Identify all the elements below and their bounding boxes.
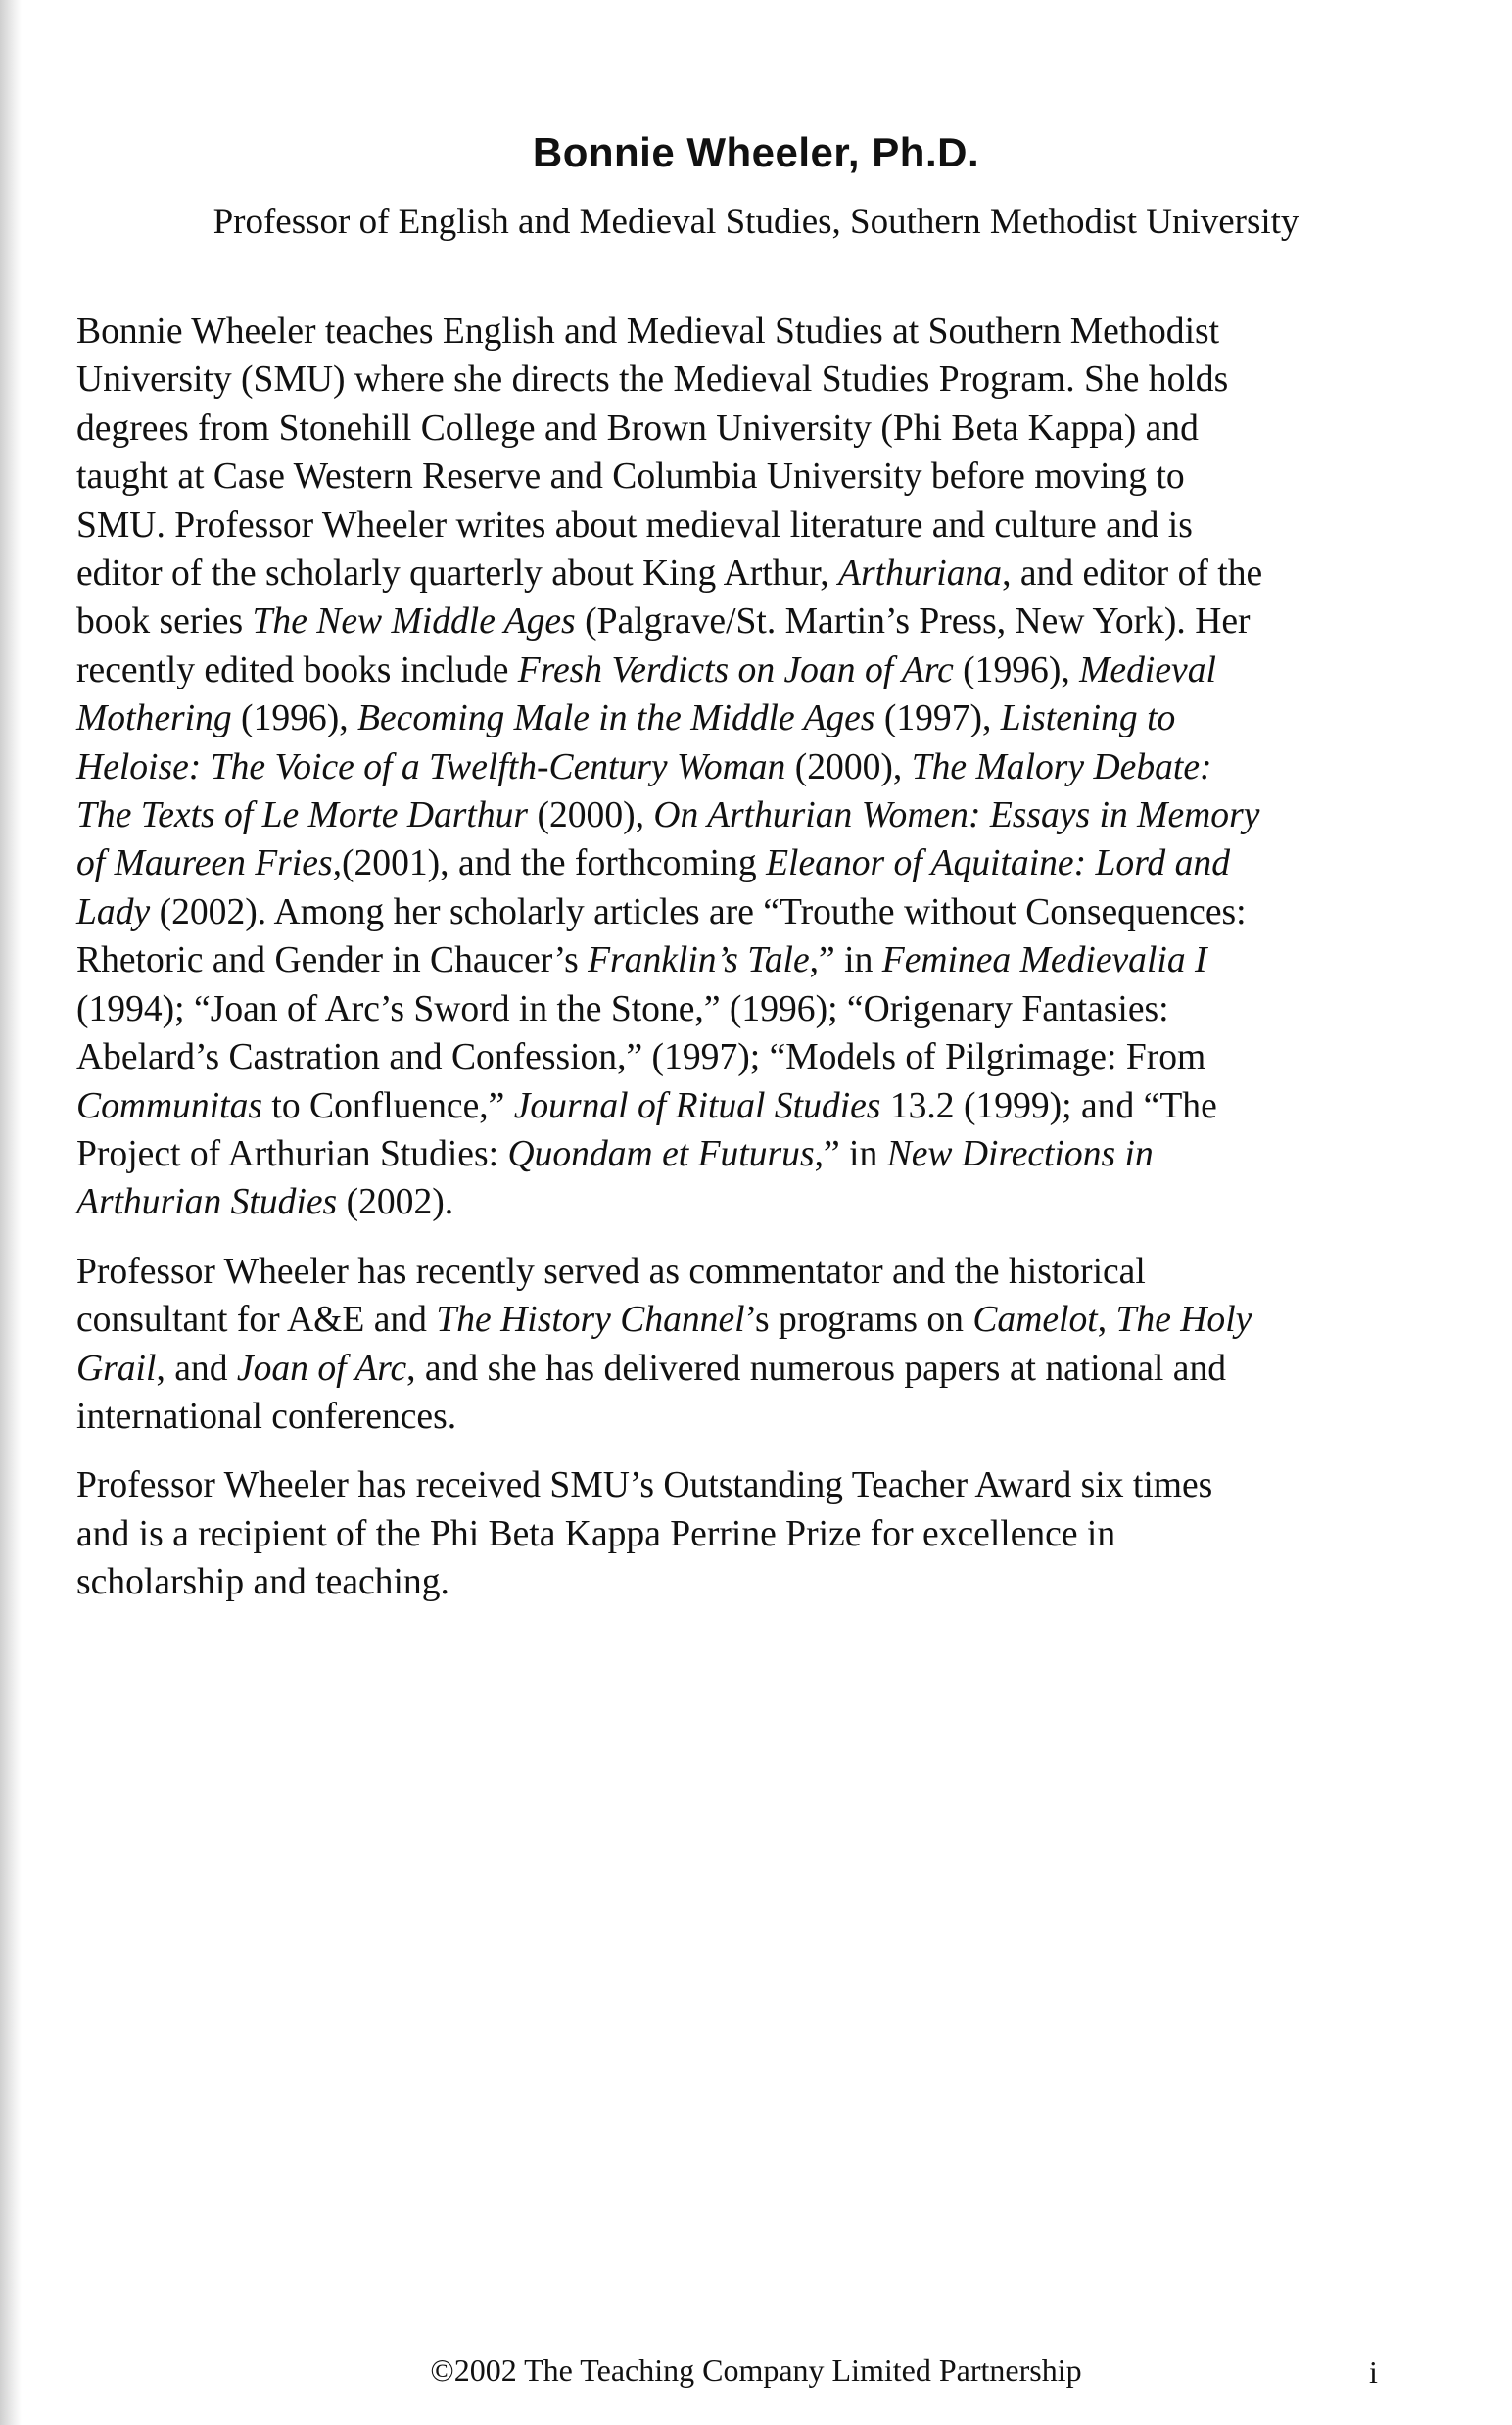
text-run: , [1097,1300,1116,1341]
italic-title: Fresh Verdicts on Joan of Arc [517,649,954,690]
italic-title: Journal of Ritual Studies [513,1085,881,1126]
italic-title: Mothering [76,698,232,739]
italic-title: The Malory Debate: [911,746,1212,787]
italic-title: Camelot [972,1300,1098,1341]
italic-title: Arthurian Studies [76,1182,338,1223]
text-line [76,501,1398,549]
text-line [76,694,1398,742]
text-line [76,1558,1398,1606]
text-line [76,1510,1398,1558]
text-run: recently edited books include [76,649,518,690]
text-line [76,743,1398,791]
text-run: book series [76,601,253,642]
italic-title: The Holy [1115,1300,1252,1341]
italic-title: of Maureen Fries, [76,843,342,884]
italic-title: Arthuriana [838,553,1003,594]
text-run: (1997), [874,698,1001,739]
text-line [76,839,1398,887]
text-line [76,1393,1398,1441]
text-line [76,985,1398,1033]
text-run: , and editor of the [1002,553,1263,594]
biography-body [76,308,1398,1628]
text-run: (2002). [337,1182,454,1223]
text-run: (2002). Among her scholarly articles are “Trouthe without Consequences: [150,891,1247,932]
bio-paragraph [76,308,1398,1227]
italic-title: Joan of Arc [236,1348,407,1389]
page-number: i [1369,2354,1378,2390]
text-line [76,646,1398,694]
italic-title: Franklin’s Tale [588,940,810,981]
italic-title: Eleanor of Aquitaine: Lord and [766,843,1230,884]
text-run: taught at Case Western Reserve and Columbia University before moving to [76,456,1185,498]
text-run: (Palgrave/St. Martin’s Press, New York). Her [575,601,1251,642]
text-line [76,1130,1398,1178]
bio-paragraph [76,1248,1398,1442]
text-line [76,597,1398,645]
italic-title: On Arthurian Women: Essays in Memory [653,795,1260,836]
text-run: Project of Arthurian Studies: [76,1133,508,1174]
text-run: editor of the scholarly quarterly about King Arthur, [76,553,839,594]
italic-title: Quondam et Futurus [507,1133,815,1174]
italic-title: The New Middle Ages [252,601,576,642]
text-run: to Confluence,” [262,1085,514,1126]
text-run: (1996), [953,649,1080,690]
text-run: 13.2 (1999); and “The [880,1085,1217,1126]
text-line [76,1345,1398,1393]
italic-title: Grail [76,1348,157,1389]
italic-title: Lady [76,891,151,932]
text-run: Bonnie Wheeler teaches English and Medieval Studies at Southern Methodist [76,311,1220,352]
bio-paragraph [76,1461,1398,1606]
text-run: , and she has delivered numerous papers at national and [406,1348,1227,1389]
text-run: Rhetoric and Gender in Chaucer’s [76,940,589,981]
text-run: consultant for A&E and [76,1300,437,1341]
text-line [76,356,1398,404]
page-gutter-shadow [0,0,22,2425]
italic-title: Listening to [1000,698,1176,739]
text-line [76,791,1398,839]
page-title: Bonnie Wheeler, Ph.D. [532,129,980,175]
text-run: ,” in [814,1133,887,1174]
text-run: , and [156,1348,237,1389]
italic-title: Heloise: The Voice of a Twelfth-Century Woman [76,746,786,787]
text-run: scholarship and teaching. [76,1562,449,1603]
italic-title: New Directions in [886,1133,1154,1174]
text-line [76,936,1398,984]
text-line [76,452,1398,500]
text-line [76,888,1398,936]
text-run: ’s programs on [744,1300,973,1341]
text-line [76,1248,1398,1296]
italic-title: Feminea Medievalia I [881,940,1207,981]
text-line [76,1296,1398,1344]
text-run: (1996), [231,698,358,739]
text-run: Abelard’s Castration and Confession,” (1997); “Models of Pilgrimage: From [76,1037,1206,1078]
text-run: (2000), [528,795,654,836]
text-run: SMU. Professor Wheeler writes about medieval literature and culture and is [76,504,1193,546]
text-run: ,” in [809,940,882,981]
text-run: Professor Wheeler has received SMU’s Outstanding Teacher Award six times [76,1465,1213,1506]
text-line [76,1033,1398,1081]
text-run: (2001), and the forthcoming [342,843,767,884]
text-line [76,1082,1398,1130]
italic-title: Communitas [76,1085,263,1126]
text-run: University (SMU) where she directs the Medieval Studies Program. She holds [76,359,1229,401]
italic-title: The History Channel [436,1300,745,1341]
affiliation-subtitle: Professor of English and Medieval Studies, Southern Methodist University [213,202,1299,242]
text-run: Professor Wheeler has recently served as commentator and the historical [76,1251,1146,1292]
text-run: (2000), [785,746,912,787]
text-line [76,1178,1398,1226]
text-run: degrees from Stonehill College and Brown University (Phi Beta Kappa) and [76,407,1199,449]
text-run: international conferences. [76,1396,457,1437]
text-run: (1994); “Joan of Arc’s Sword in the Stone,” (1996); “Origenary Fantasies: [76,988,1169,1029]
italic-title: Medieval [1079,649,1216,690]
italic-title: The Texts of Le Morte Darthur [76,795,529,836]
text-line [76,404,1398,452]
copyright-footer: ©2002 The Teaching Company Limited Partnership [430,2353,1082,2388]
italic-title: Becoming Male in the Middle Ages [357,698,875,739]
text-line [76,308,1398,356]
text-run: and is a recipient of the Phi Beta Kappa Perrine Prize for excellence in [76,1513,1116,1554]
text-line [76,549,1398,597]
text-line [76,1461,1398,1509]
